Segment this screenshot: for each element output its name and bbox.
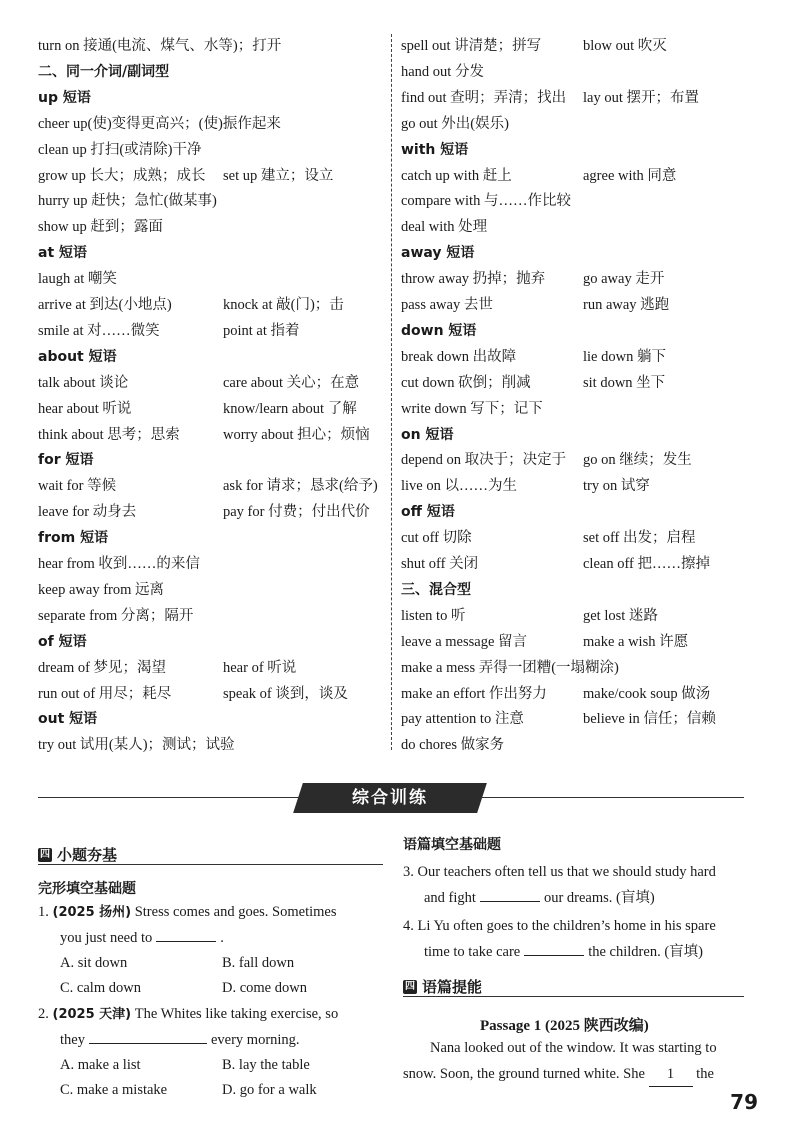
phrase-row — [401, 34, 667, 58]
phrase-entry: clean off 把……擦掉 — [583, 556, 710, 572]
phrase-group-heading — [401, 500, 455, 524]
question-number: 3. — [403, 864, 414, 880]
phrase-entry: cut down 砍倒；削减 — [401, 374, 531, 391]
question-2-line-2 — [60, 1028, 300, 1052]
phrase-entry: set up 建立；设立 — [223, 167, 334, 184]
phrase-entry: down 短语 — [401, 322, 477, 339]
cloze-subheading: 完形填空基础题 — [38, 881, 136, 897]
phrase-row — [38, 319, 300, 343]
phrase-row — [401, 656, 619, 680]
phrase-entry: make a mess 弄得一团糟(一塌糊涂) — [401, 659, 619, 676]
phrase-entry: think about 思考；思索 — [38, 426, 180, 443]
phrase-row — [401, 112, 509, 136]
question-text: Our teachers often tell us that we should study hard — [417, 864, 716, 880]
column-divider — [391, 34, 392, 750]
phrase-entry: pass away 去世 — [401, 297, 493, 313]
phrase-entry: hear about 听说 — [38, 400, 132, 417]
phrase-entry: leave for 动身去 — [38, 504, 137, 521]
passage-text: snow. Soon, the ground turned white. She — [403, 1066, 645, 1082]
phrase-group-heading — [38, 60, 169, 84]
phrase-row — [38, 656, 297, 680]
phrase-row — [401, 345, 666, 369]
phrase-group-heading — [38, 86, 91, 110]
phrase-group-heading — [401, 138, 468, 162]
section-icon: 四 — [40, 848, 50, 860]
phrase-row — [401, 397, 543, 421]
phrase-entry: for 短语 — [38, 452, 94, 469]
question-number: 2. — [38, 1006, 49, 1022]
phrase-group-heading — [401, 578, 471, 602]
phrase-entry: hear of 听说 — [223, 659, 297, 676]
phrase-row — [38, 112, 281, 136]
phrase-entry: 二、同一介词/副词型 — [38, 63, 170, 80]
phrase-entry: keep away from 远离 — [38, 581, 165, 598]
phrase-row — [38, 578, 164, 602]
phrase-entry: on 短语 — [401, 426, 454, 443]
phrase-entry: turn on 接通(电流、煤气、水等)；打开 — [38, 38, 282, 54]
phrase-row — [401, 448, 692, 472]
phrase-row — [401, 371, 666, 395]
phrase-row — [38, 138, 202, 162]
question-2-line-1 — [38, 1002, 338, 1027]
phrase-row — [401, 293, 670, 317]
option-c[interactable]: C. make a mistake — [60, 1082, 168, 1098]
phrase-row — [38, 474, 378, 498]
phrase-entry: go out 外出(娱乐) — [401, 115, 509, 132]
phrase-entry: dream of 梦见；渴望 — [38, 659, 167, 676]
phrase-entry: speak of 谈到，谈及 — [223, 685, 348, 702]
phrase-entry: deal with 处理 — [401, 219, 488, 236]
option-d[interactable]: D. come down — [222, 980, 307, 996]
banner-rule-left — [38, 797, 300, 798]
question-3-line-2 — [424, 886, 655, 910]
phrase-entry: away 短语 — [401, 245, 475, 262]
passage-blank-1[interactable]: 1 — [649, 1062, 693, 1087]
phrase-row — [401, 604, 658, 628]
phrase-entry: make an effort 作出努力 — [401, 685, 547, 702]
phrase-row — [401, 474, 650, 498]
phrase-row — [38, 397, 357, 421]
answer-blank[interactable] — [156, 926, 216, 942]
phrase-group-heading — [38, 448, 94, 472]
phrase-entry: care about 关心；在意 — [223, 374, 360, 391]
phrase-row — [401, 267, 665, 291]
phrase-entry: hand out 分发 — [401, 63, 484, 80]
phrase-entry: laugh at 嘲笑 — [38, 271, 117, 288]
phrase-entry: lay out 摆开；布置 — [583, 89, 699, 106]
banner-title: 综合训练 — [352, 788, 428, 808]
question-text: you just need to — [60, 930, 153, 946]
phrase-entry: point at 指着 — [223, 322, 300, 339]
option-d[interactable]: D. go for a walk — [222, 1082, 317, 1098]
phrase-entry: ask for 请求；恳求(给予) — [223, 478, 378, 495]
phrase-row — [401, 215, 487, 239]
passage-fill-subheading: 语篇填空基础题 — [403, 837, 501, 853]
phrase-entry: agree with 同意 — [583, 167, 677, 184]
phrase-row — [38, 215, 163, 239]
phrase-entry: wait for 等候 — [38, 478, 117, 495]
phrase-entry: hear from 收到……的来信 — [38, 556, 200, 572]
phrase-entry: shut off 关闭 — [401, 556, 479, 572]
phrase-row — [38, 552, 200, 576]
phrase-group-heading — [38, 241, 87, 265]
phrase-row — [401, 630, 689, 654]
page-number: 79 — [730, 1090, 758, 1114]
question-text: every morning. — [210, 1032, 300, 1048]
phrase-row — [38, 371, 360, 395]
answer-blank[interactable] — [524, 940, 584, 956]
phrase-entry: compare with 与……作比较 — [401, 193, 571, 210]
phrase-entry: catch up with 赶上 — [401, 167, 512, 184]
phrase-entry: separate from 分离；隔开 — [38, 607, 194, 624]
question-source: (2025 扬州) — [52, 905, 132, 920]
phrase-entry: worry about 担心；烦恼 — [223, 426, 370, 443]
phrase-group-heading — [38, 345, 117, 369]
phrase-entry: write down 写下；记下 — [401, 400, 543, 417]
phrase-entry: go away 走开 — [583, 271, 665, 288]
phrase-group-heading — [38, 707, 97, 731]
phrase-entry: throw away 扔掉；抛弃 — [401, 271, 546, 288]
option-c[interactable]: C. calm down — [60, 980, 141, 996]
question-text: . — [220, 930, 224, 946]
phrase-entry: get lost 迷路 — [583, 607, 658, 624]
passage-line-1: Nana looked out of the window. It was starting to — [430, 1040, 717, 1056]
phrase-row — [38, 293, 344, 317]
phrase-group-heading — [401, 423, 453, 447]
question-text: and fight — [424, 890, 476, 906]
phrase-entry: pay for 付费；付出代价 — [223, 504, 370, 521]
phrase-entry: from 短语 — [38, 530, 109, 547]
question-1-line-2 — [60, 926, 224, 950]
phrase-entry: run away 逃跑 — [583, 297, 670, 313]
question-text: our dreams. (盲填) — [543, 890, 655, 906]
phrase-group-heading — [38, 526, 108, 550]
option-a[interactable]: A. sit down — [60, 955, 128, 971]
question-4-line-1 — [403, 914, 716, 938]
question-number: 1. — [38, 904, 49, 920]
phrase-entry: leave a message 留言 — [401, 633, 528, 650]
phrase-group-heading — [401, 319, 476, 343]
phrase-entry: try out 试用(某人)；测试；试验 — [38, 737, 235, 754]
question-text: the children. (盲填) — [588, 944, 703, 960]
phrase-entry: live on 以……为生 — [401, 478, 517, 495]
phrase-entry: sit down 坐下 — [583, 374, 666, 391]
phrase-entry: believe in 信任；信赖 — [583, 711, 716, 728]
phrase-entry: smile at 对……微笑 — [38, 322, 160, 339]
phrase-entry: find out 查明；弄清；找出 — [401, 89, 567, 106]
phrase-entry: make/cook soup 做汤 — [583, 685, 711, 702]
phrase-entry: of 短语 — [38, 633, 87, 650]
question-text: time to take care — [424, 944, 521, 960]
phrase-row — [38, 682, 348, 706]
phrase-entry: cheer up(使)变得更高兴；(使)振作起来 — [38, 115, 281, 132]
phrase-row — [401, 86, 699, 110]
question-text: Stress comes and goes. Sometimes — [134, 904, 337, 920]
question-3-line-1 — [403, 860, 716, 884]
phrase-row — [401, 189, 571, 213]
phrase-entry: talk about 谈论 — [38, 374, 129, 391]
passage-title: Passage 1 (2025 陕西改编) — [480, 1018, 649, 1034]
phrase-entry: off 短语 — [401, 504, 455, 521]
phrase-entry: make a wish 许愿 — [583, 633, 689, 650]
question-text: The Whites like taking exercise, so — [134, 1006, 339, 1022]
answer-blank[interactable] — [89, 1028, 207, 1044]
phrase-entry: try on 试穿 — [583, 478, 650, 495]
phrase-entry: do chores 做家务 — [401, 737, 505, 754]
phrase-row — [401, 707, 716, 731]
section-icon: 四 — [405, 980, 415, 992]
question-source: (2025 天津) — [52, 1007, 132, 1022]
option-b[interactable]: B. fall down — [222, 955, 295, 971]
phrase-entry: cut off 切除 — [401, 530, 472, 547]
phrase-entry: run out of 用尽；耗尽 — [38, 685, 172, 702]
phrase-row — [38, 423, 370, 447]
section-title: 语篇提能 — [422, 978, 483, 996]
phrase-entry: knock at 敲(门)；击 — [223, 297, 344, 313]
phrase-entry: set off 出发；启程 — [583, 530, 696, 547]
phrase-entry: at 短语 — [38, 245, 88, 262]
section-underline — [38, 864, 383, 865]
phrase-row — [38, 164, 334, 188]
phrase-entry: 三、混合型 — [401, 581, 471, 598]
phrase-row — [38, 34, 281, 58]
phrase-entry: spell out 讲清楚；拼写 — [401, 38, 542, 54]
phrase-entry: pay attention to 注意 — [401, 711, 524, 728]
phrase-entry: show up 赶到；露面 — [38, 219, 163, 236]
phrase-entry: hurry up 赶快；急忙(做某事) — [38, 193, 217, 210]
option-a[interactable]: A. make a list — [60, 1057, 141, 1073]
question-text: they — [60, 1032, 85, 1048]
phrase-entry: blow out 吹灭 — [583, 38, 667, 54]
phrase-row — [38, 500, 370, 524]
phrase-row — [401, 60, 484, 84]
phrase-entry: about 短语 — [38, 348, 117, 365]
phrase-entry: grow up 长大；成熟；成长 — [38, 167, 206, 184]
phrase-entry: break down 出故障 — [401, 348, 517, 365]
phrase-row — [401, 552, 710, 576]
passage-text: the — [696, 1066, 714, 1082]
question-1-line-1 — [38, 900, 337, 925]
question-number: 4. — [403, 918, 414, 934]
phrase-entry: listen to 听 — [401, 607, 466, 624]
phrase-entry: out 短语 — [38, 711, 98, 728]
banner-rule-right — [480, 797, 744, 798]
phrase-entry: up 短语 — [38, 89, 91, 106]
answer-blank[interactable] — [480, 886, 540, 902]
phrase-row — [38, 189, 217, 213]
phrase-entry: clean up 打扫(或清除)干净 — [38, 141, 202, 158]
section-underline — [403, 996, 744, 997]
question-4-line-2 — [424, 940, 703, 964]
passage-line-2 — [403, 1062, 714, 1087]
option-b[interactable]: B. lay the table — [222, 1057, 310, 1073]
phrase-row — [38, 604, 193, 628]
phrase-row — [401, 733, 504, 757]
phrase-entry: with 短语 — [401, 141, 469, 158]
phrase-row — [38, 733, 235, 757]
phrase-entry: go on 继续；发生 — [583, 452, 692, 469]
phrase-entry: know/learn about 了解 — [223, 400, 357, 417]
question-text: Li Yu often goes to the children’s home in his spare — [417, 918, 716, 934]
phrase-group-heading — [401, 241, 474, 265]
section-passage-improvement — [403, 976, 482, 997]
phrase-row — [401, 164, 677, 188]
section-title: 小题夯基 — [57, 846, 118, 864]
section-small-questions — [38, 844, 117, 865]
phrase-row — [401, 682, 711, 706]
phrase-row — [401, 526, 696, 550]
phrase-entry: depend on 取决于；决定于 — [401, 452, 567, 469]
phrase-group-heading — [38, 630, 87, 654]
phrase-entry: arrive at 到达(小地点) — [38, 297, 172, 313]
phrase-entry: lie down 躺下 — [583, 348, 666, 365]
phrase-row — [38, 267, 117, 291]
